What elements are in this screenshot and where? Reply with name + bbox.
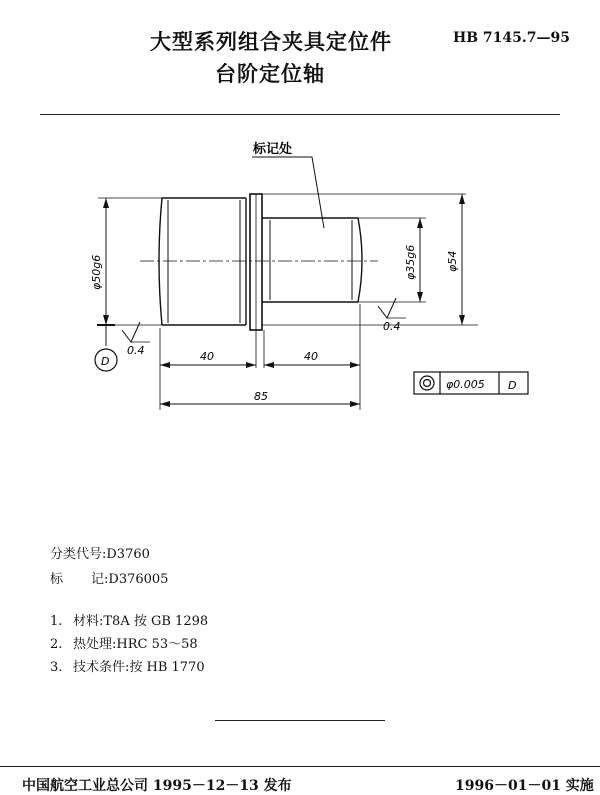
class-code: 分类代号:D3760 <box>50 547 150 562</box>
dim-right-diameter: φ35g6 <box>404 244 417 280</box>
roughness-right: 0.4 <box>383 320 401 333</box>
note-item: 2. 热处理:HRC 53～58 <box>50 637 198 652</box>
dim-right-length: 40 <box>304 350 318 363</box>
datum-label: D <box>101 355 110 368</box>
document-title: 大型系列组合夹具定位件 <box>150 29 392 54</box>
tolerance-value: φ0.005 <box>446 378 485 391</box>
callout-label: 标记处 <box>253 142 293 157</box>
document-subtitle: 台阶定位轴 <box>215 61 325 86</box>
effective-date: 1996－01－01 实施 <box>455 778 594 794</box>
note-item: 3. 技术条件:按 HB 1770 <box>50 660 205 675</box>
technical-drawing <box>0 120 600 420</box>
section-divider <box>215 720 385 721</box>
issuer: 中国航空工业总公司 1995－12－13 发布 <box>22 778 292 794</box>
note-item: 1. 材料:T8A 按 GB 1298 <box>50 614 209 629</box>
concentricity-icon <box>420 376 434 390</box>
dim-total-length: 85 <box>254 390 268 403</box>
tolerance-datum: D <box>508 379 517 392</box>
marking-row <box>50 568 168 587</box>
dim-flange-diameter: φ54 <box>446 250 459 272</box>
roughness-left: 0.4 <box>127 344 145 357</box>
marking-label: 标 <box>50 572 64 587</box>
marking-value: 记:D376005 <box>91 572 169 587</box>
footer-divider <box>0 766 600 767</box>
dim-left-length: 40 <box>200 350 214 363</box>
header-divider <box>40 114 560 115</box>
dim-left-diameter: φ50g6 <box>90 254 103 290</box>
standard-number: HB 7145.7—95 <box>453 30 570 46</box>
